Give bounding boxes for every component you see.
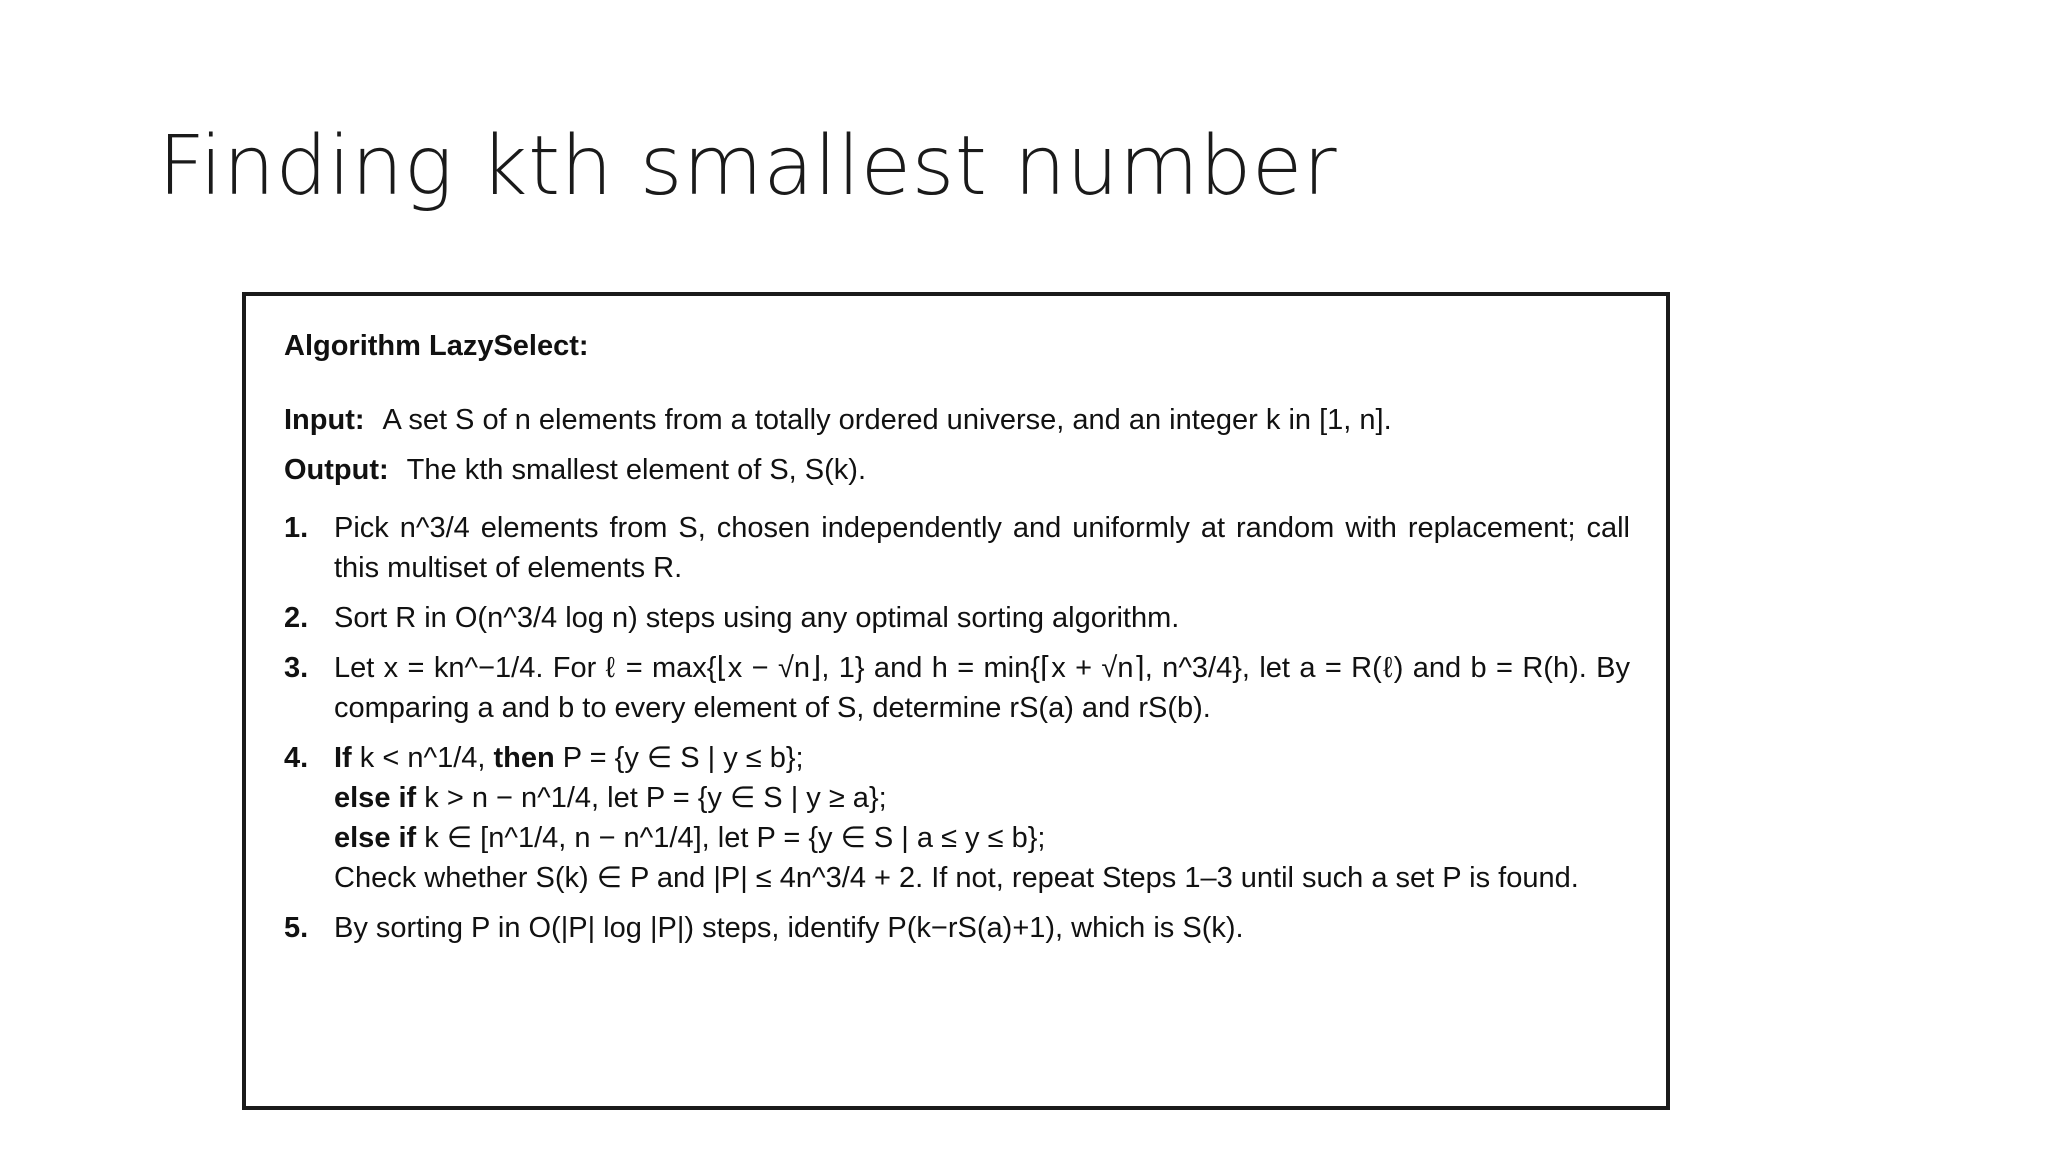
keyword-if: If [334,742,352,774]
step-text: By sorting P in O(|P| log |P|) steps, identify P(k−rS(a)+1), which is S(k). [334,912,1244,944]
keyword-else-if: else if [334,782,417,814]
step-number: 2. [284,602,309,634]
step-4-line-2 [334,778,1630,818]
condition-text: k ∈ [n^1/4, n − n^1/4], let P = {y ∈ S | a ≤ y ≤ b}; [424,822,1046,854]
condition-text: k < n^1/4, [359,742,486,774]
step-2 [284,598,1630,638]
step-text: Pick n^3/4 elements from S, chosen independently and uniformly at random with replacement; call this multiset of elements R. [334,512,1630,584]
input-section [284,400,1630,440]
condition-result: P = {y ∈ S | y ≤ b}; [562,742,804,774]
step-4-line-4: Check whether S(k) ∈ P and |P| ≤ 4n^3/4 + 2. If not, repeat Steps 1–3 until such a set P is found. [334,862,1579,894]
step-4 [284,738,1630,898]
algorithm-box [242,292,1670,1110]
step-text: Let x = kn^−1/4. For ℓ = max{⌊x − √n⌋, 1} and h = min{⌈x + √n⌉, n^3/4}, let a = R(ℓ) and b = R(h). By comparing a and b to every element of S, determine rS(a) and rS(b). [334,652,1630,724]
input-text: A set S of n elements from a totally ordered universe, and an integer k in [1, n]. [382,404,1392,436]
output-text: The kth smallest element of S, S(k). [406,454,866,486]
condition-text: k > n − n^1/4, let P = {y ∈ S | y ≥ a}; [424,782,887,814]
step-1 [284,508,1630,588]
slide-title: Finding kth smallest number [158,119,1338,214]
step-text [334,738,1630,898]
algorithm-name: Algorithm LazySelect: [284,330,589,362]
step-number: 1. [284,512,309,544]
step-3 [284,648,1630,728]
step-4-line-3 [334,818,1630,858]
keyword-else-if: else if [334,822,417,854]
output-label: Output: [284,454,389,486]
step-5 [284,908,1630,948]
algorithm-steps [284,508,1630,948]
step-4-line-1 [334,738,1630,778]
step-text: Sort R in O(n^3/4 log n) steps using any optimal sorting algorithm. [334,602,1180,634]
step-number: 4. [284,742,309,774]
step-number: 5. [284,912,309,944]
input-label: Input: [284,404,365,436]
keyword-then: then [493,742,555,774]
step-number: 3. [284,652,309,684]
output-section [284,450,1630,490]
